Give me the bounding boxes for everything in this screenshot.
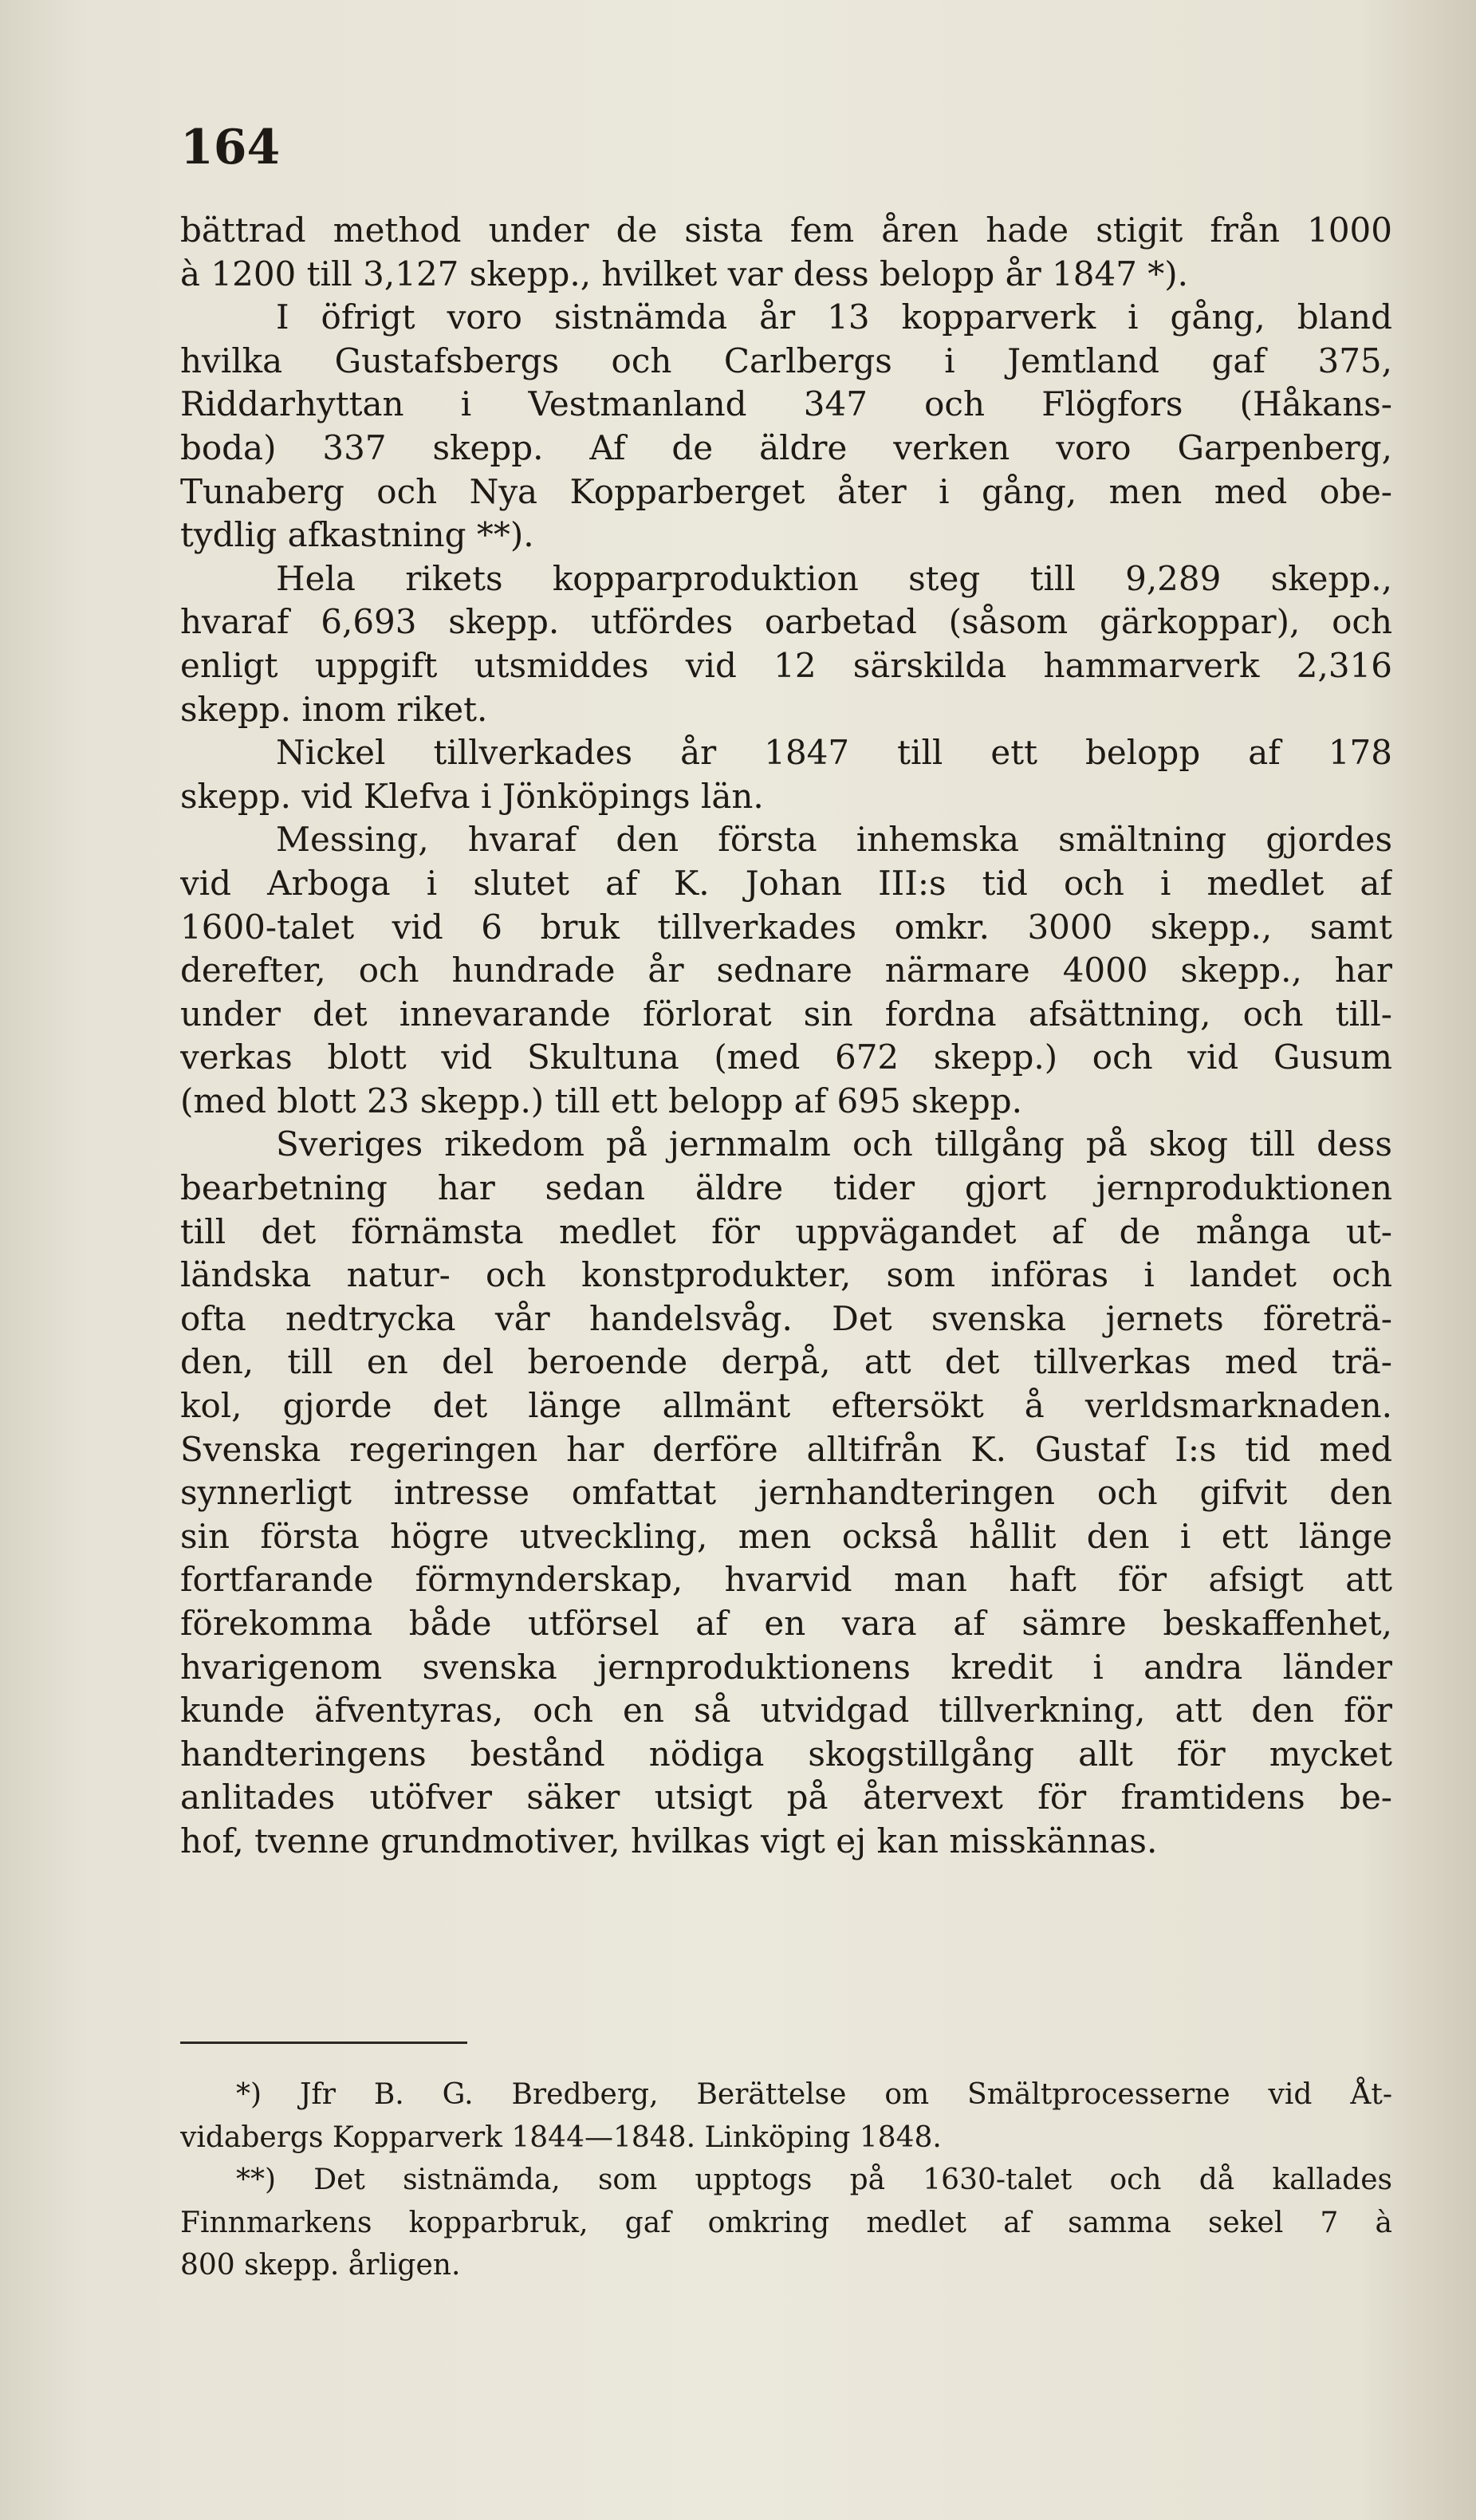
text-line: anlitades utöfver säker utsigt på återvext för framtidens be- <box>180 1778 1392 1817</box>
footnote <box>180 2159 1392 2287</box>
text-line: bättrad method under de sista fem åren hade stigit från 1000 <box>180 211 1392 250</box>
text-line: sin första högre utveckling, men också hållit den i ett länge <box>180 1516 1392 1556</box>
paragraph <box>180 557 1392 731</box>
text-line: Tunaberg och Nya Kopparberget åter i gång, men med obe- <box>180 471 1392 511</box>
body-text <box>180 209 1392 1864</box>
text-line: bearbetning har sedan äldre tider gjort jernproduktionen <box>180 1168 1392 1208</box>
text-line: Hela rikets kopparproduktion steg till 9,289 skepp., <box>276 558 1392 598</box>
text-line: (med blott 23 skepp.) till ett belopp af 695 skepp. <box>180 1081 1023 1120</box>
paragraph <box>180 296 1392 557</box>
footnote-line: *) Jfr B. G. Bredberg, Berättelse om Smältprocesserne vid Åt- <box>236 2078 1392 2111</box>
paragraph <box>180 818 1392 1123</box>
text-line: boda) 337 skepp. Af de äldre verken voro Garpenberg, <box>180 427 1392 467</box>
text-line: skepp. vid Klefva i Jönköpings län. <box>180 776 764 816</box>
text-line: den, till en del beroende derpå, att det tillverkas med trä- <box>180 1342 1392 1382</box>
text-line: synnerligt intresse omfattat jernhandteringen och gifvit den <box>180 1473 1392 1513</box>
text-line: à 1200 till 3,127 skepp., hvilket var dess belopp år 1847 *). <box>180 254 1189 293</box>
footnote-rule <box>180 2042 467 2044</box>
text-line: Messing, hvaraf den första inhemska smältning gjordes <box>276 820 1392 860</box>
text-line: I öfrigt voro sistnämda år 13 kopparverk i gång, bland <box>276 297 1392 337</box>
text-line: tydlig afkastning **). <box>180 515 534 555</box>
paragraph <box>180 731 1392 818</box>
footnote-line: vidabergs Kopparverk 1844—1848. Linköping 1848. <box>180 2120 942 2154</box>
footnote-line: **) Det sistnämda, som upptogs på 1630-talet och då kallades <box>236 2164 1392 2196</box>
text-line: handteringens bestånd nödiga skogstillgång allt för mycket <box>180 1734 1392 1774</box>
footnote <box>180 2073 1392 2159</box>
text-line: 1600-talet vid 6 bruk tillverkades omkr. 3000 skepp., samt <box>180 907 1392 947</box>
text-line: kol, gjorde det länge allmänt eftersökt å verldsmarknaden. <box>180 1386 1392 1426</box>
text-line: verkas blott vid Skultuna (med 672 skepp.) och vid Gusum <box>180 1038 1392 1077</box>
text-line: förekomma både utförsel af en vara af sämre beskaffenhet, <box>180 1604 1392 1643</box>
text-line: Svenska regeringen har derföre alltifrån K. Gustaf I:s tid med <box>180 1429 1392 1469</box>
text-line: Riddarhyttan i Vestmanland 347 och Flögfors (Håkans- <box>180 384 1392 424</box>
text-line: till det förnämsta medlet för uppvägandet af de många ut- <box>180 1211 1392 1251</box>
text-line: hof, tvenne grundmotiver, hvilkas vigt ej kan misskännas. <box>180 1821 1158 1860</box>
text-line: ofta nedtrycka vår handelsvåg. Det svenska jernets företrä- <box>180 1298 1392 1338</box>
footnote-line: 800 skepp. årligen. <box>180 2249 461 2282</box>
text-line: kunde äfventyras, och en så utvidgad tillverkning, att den för <box>180 1691 1392 1731</box>
text-line: Nickel tillverkades år 1847 till ett belopp af 178 <box>276 733 1392 773</box>
paragraph <box>180 1123 1392 1863</box>
footnote-line: Finnmarkens kopparbruk, gaf omkring medlet af samma sekel 7 à <box>180 2206 1392 2239</box>
text-line: under det innevarande förlorat sin fordna afsättning, och till- <box>180 994 1392 1034</box>
text-line: Sveriges rikedom på jernmalm och tillgång på skog till dess <box>276 1124 1392 1164</box>
page-number: 164 <box>180 120 281 175</box>
footnotes <box>180 2073 1392 2287</box>
text-line: hvarigenom svenska jernproduktionens kredit i andra länder <box>180 1647 1392 1687</box>
text-line: fortfarande förmynderskap, hvarvid man haft för afsigt att <box>180 1560 1392 1600</box>
text-line: hvilka Gustafsbergs och Carlbergs i Jemtland gaf 375, <box>180 341 1392 380</box>
text-line: vid Arboga i slutet af K. Johan III:s tid och i medlet af <box>180 863 1392 903</box>
text-line: hvaraf 6,693 skepp. utfördes oarbetad (såsom gärkoppar), och <box>180 602 1392 642</box>
text-line: enligt uppgift utsmiddes vid 12 särskilda hammarverk 2,316 <box>180 645 1392 685</box>
text-line: ländska natur- och konstprodukter, som införas i landet och <box>180 1255 1392 1295</box>
text-line: derefter, och hundrade år sednare närmare 4000 skepp., har <box>180 951 1392 990</box>
paragraph <box>180 209 1392 296</box>
text-line: skepp. inom riket. <box>180 689 488 729</box>
